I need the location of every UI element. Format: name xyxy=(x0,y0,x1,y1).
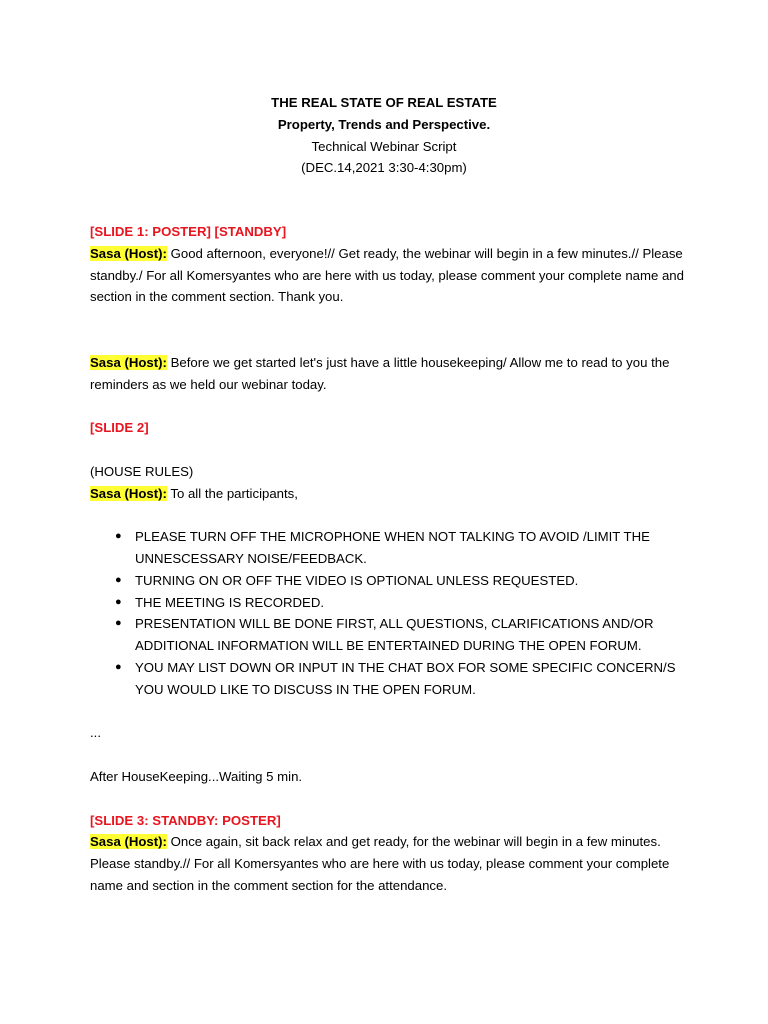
document-body xyxy=(90,221,690,897)
spacer xyxy=(90,504,690,526)
list-item-text: YOU MAY LIST DOWN OR INPUT IN THE CHAT BOX FOR SOME SPECIFIC CONCERN/S YOU WOULD LIKE TO DISCUSS IN THE OPEN FORUM. xyxy=(135,659,676,697)
spacer xyxy=(90,308,690,352)
bullet-icon: ● xyxy=(115,573,122,586)
document-date: (DEC.14,2021 3:30-4:30pm) xyxy=(301,160,467,176)
spacer xyxy=(90,395,690,417)
slide-1-label: [SLIDE 1: POSTER] [STANDBY] xyxy=(90,224,287,239)
bullet-icon: ● xyxy=(115,595,122,608)
paragraph-text: Good afternoon, everyone!// Get ready, the webinar will begin in a few minutes.// Please standby./ For all Komersyantes who are here with us today, please comment your complete name and section in the comment section. Thank you. xyxy=(90,245,684,305)
house-rules-intro xyxy=(90,483,690,505)
bullet-icon: ● xyxy=(115,530,122,543)
slide-2-label: [SLIDE 2] xyxy=(90,420,149,436)
bullet-icon: ● xyxy=(115,660,122,673)
slide-3-paragraph xyxy=(90,831,690,896)
ellipsis-text: ... xyxy=(90,725,101,741)
spacer xyxy=(90,788,690,810)
house-rules-heading: (HOUSE RULES) xyxy=(90,463,194,479)
paragraph-text: Once again, sit back relax and get ready, for the webinar will begin in a few minutes. Please standby.// For all Komersyantes who are here with us today, please comment your complete name and section in the comment section for the attendance. xyxy=(90,834,670,893)
document-subtitle: Property, Trends and Perspective. xyxy=(277,116,491,132)
list-item xyxy=(90,570,690,592)
document-type: Technical Webinar Script xyxy=(311,138,457,154)
bullet-icon: ● xyxy=(115,617,122,630)
spacer xyxy=(90,439,690,461)
list-item xyxy=(90,657,690,701)
paragraph-text: Before we get started let's just have a little housekeeping/ Allow me to read to you the reminders as we held our webinar today. xyxy=(90,354,670,392)
paragraph-text: To all the participants, xyxy=(166,485,298,501)
slide-1-paragraph xyxy=(90,243,690,308)
housekeeping-paragraph xyxy=(90,352,690,396)
list-item xyxy=(90,526,690,570)
list-item-text: THE MEETING IS RECORDED. xyxy=(135,594,325,610)
list-item-text: PLEASE TURN OFF THE MICROPHONE WHEN NOT TALKING TO AVOID /LIMIT THE UNNESCESSARY NOISE/FEEDBACK. xyxy=(135,529,650,566)
speaker-label: Sasa (Host): xyxy=(90,354,167,370)
list-item-text: TURNING ON OR OFF THE VIDEO IS OPTIONAL UNLESS REQUESTED. xyxy=(135,572,579,588)
house-rules-list xyxy=(90,526,690,700)
document-title: THE REAL STATE OF REAL ESTATE xyxy=(271,95,497,110)
speaker-label: Sasa (Host): xyxy=(90,245,167,261)
spacer xyxy=(90,701,690,723)
list-item-text: PRESENTATION WILL BE DONE FIRST, ALL QUESTIONS, CLARIFICATIONS AND/OR ADDITIONAL INFORMATION WILL BE ENTERTAINED DURING THE OPEN FORUM. xyxy=(135,616,654,654)
list-item xyxy=(90,592,690,614)
speaker-label: Sasa (Host): xyxy=(90,834,167,850)
document-header xyxy=(0,92,768,179)
after-housekeeping-note: After HouseKeeping...Waiting 5 min. xyxy=(90,768,303,784)
speaker-label: Sasa (Host): xyxy=(90,485,167,501)
list-item xyxy=(90,613,690,657)
slide-3-label: [SLIDE 3: STANDBY: POSTER] xyxy=(90,812,281,828)
spacer xyxy=(90,744,690,766)
